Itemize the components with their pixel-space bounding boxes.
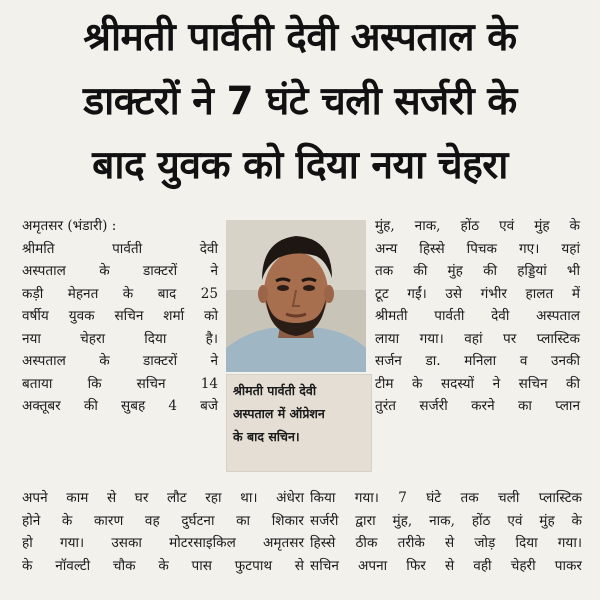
- article-line: अन्य हिस्से पिचक गए। यहां: [375, 240, 580, 257]
- article-column-left: [22, 215, 218, 418]
- article-line: श्रीमति पार्वती देवी: [22, 240, 218, 257]
- article-line: तक की मुंह की हड्डियां भी: [375, 263, 580, 279]
- article-line: होने के कारण वह दुर्घटना का शिकार: [22, 512, 304, 529]
- article-line: हिस्से ठीक तरीके से जोड़ दिया गया।: [310, 535, 582, 551]
- caption-line: अस्पताल में ऑप्रेशन: [233, 406, 325, 421]
- article-line: अपने काम से घर लौट रहा था। अंधेरा: [22, 490, 304, 506]
- article-line: सचिन अपना फिर से वही चेहरी पाकर: [310, 557, 582, 574]
- article-line: टीम के सदस्यों ने सचिन की: [375, 375, 580, 392]
- article-line: अस्पताल के डाक्टरों ने: [22, 353, 218, 369]
- headline: [8, 6, 592, 198]
- article-line: श्रीमती पार्वती देवी अस्पताल: [375, 308, 580, 324]
- article-column-right: [375, 215, 580, 418]
- article-line: के नॉवल्टी चौक के पास फुटपाथ से: [22, 557, 304, 574]
- article-line: हो गया। उसका मोटरसाइकिल अमृतसर: [22, 535, 304, 551]
- article-line: बताया कि सचिन 14: [22, 375, 218, 392]
- article-line: सर्जरी द्वारा मुंह, नाक, होंठ एवं मुंह के: [310, 512, 582, 529]
- article-column-bottom-left: [22, 487, 304, 577]
- article-line: तुरंत सर्जरी करने का प्लान: [375, 398, 580, 414]
- photo-caption: [226, 374, 372, 472]
- article-line: टूट गईं। उसे गंभीर हालत में: [375, 285, 580, 302]
- headline-line-3: बाद युवक को दिया नया चेहरा: [92, 143, 508, 188]
- article-photo: [226, 220, 366, 372]
- article-line: अक्तूबर की सुबह 4 बजे: [22, 398, 218, 414]
- article-line: अमृतसर (भंडारी) :: [22, 218, 117, 234]
- man-portrait-icon: [226, 220, 366, 372]
- article-column-bottom-right: [310, 487, 582, 577]
- article-line: वर्षीय युवक सचिन शर्मा को: [22, 308, 218, 324]
- article-line: मुंह, नाक, होंठ एवं मुंह के: [375, 218, 580, 234]
- caption-line: के बाद सचिन।: [233, 429, 300, 444]
- article-line: कड़ी मेहनत के बाद 25: [22, 285, 218, 302]
- caption-line: श्रीमती पार्वती देवी: [233, 383, 317, 398]
- article-line: किया गया। 7 घंटे तक चली प्लास्टिक: [310, 490, 582, 506]
- headline-line-2: डाक्टरों ने 7 घंटे चली सर्जरी के: [83, 79, 517, 124]
- article-line: सर्जन डा. मनिला व उनकी: [375, 353, 580, 369]
- article-line: नया चेहरा दिया है।: [22, 330, 218, 347]
- headline-line-1: श्रीमती पार्वती देवी अस्पताल के: [83, 15, 517, 60]
- article-line: लाया गया। वहां पर प्लास्टिक: [375, 330, 580, 347]
- article-line: अस्पताल के डाक्टरों ने: [22, 263, 218, 279]
